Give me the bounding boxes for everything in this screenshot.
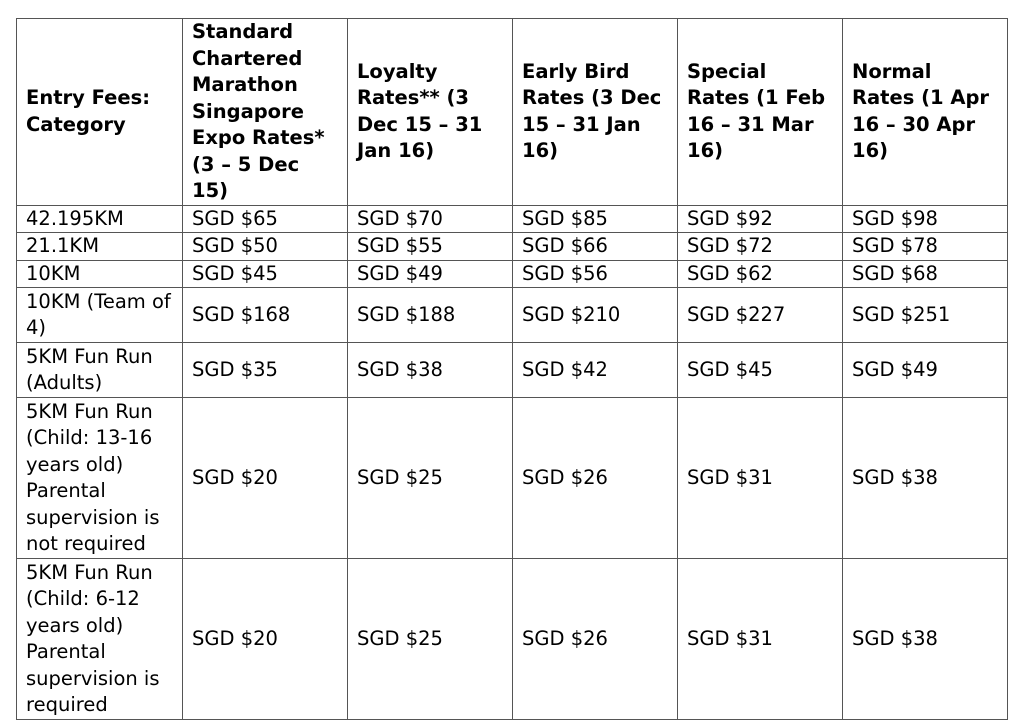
fee-cell: SGD $31 xyxy=(678,559,843,720)
fee-cell: SGD $62 xyxy=(678,260,843,288)
fee-cell: SGD $31 xyxy=(678,398,843,559)
fee-cell: SGD $45 xyxy=(678,343,843,398)
fee-cell: SGD $49 xyxy=(348,260,513,288)
fee-cell: SGD $70 xyxy=(348,205,513,233)
category-cell: 5KM Fun Run (Child: 6-12 years old) Parental supervision is required xyxy=(17,559,183,720)
header-normal-rates: Normal Rates (1 Apr 16 – 30 Apr 16) xyxy=(843,19,1008,206)
fee-cell: SGD $210 xyxy=(513,288,678,343)
fee-cell: SGD $25 xyxy=(348,398,513,559)
header-category: Entry Fees: Category xyxy=(17,19,183,206)
fee-cell: SGD $65 xyxy=(183,205,348,233)
header-early-bird-rates: Early Bird Rates (3 Dec 15 – 31 Jan 16) xyxy=(513,19,678,206)
table-row xyxy=(17,233,1008,261)
fee-cell: SGD $25 xyxy=(348,559,513,720)
fee-cell: SGD $38 xyxy=(348,343,513,398)
fee-cell: SGD $20 xyxy=(183,559,348,720)
table-row xyxy=(17,288,1008,343)
fee-cell: SGD $26 xyxy=(513,559,678,720)
fee-cell: SGD $38 xyxy=(843,559,1008,720)
category-cell: 5KM Fun Run (Adults) xyxy=(17,343,183,398)
fee-cell: SGD $98 xyxy=(843,205,1008,233)
header-row xyxy=(17,19,1008,206)
fee-cell: SGD $68 xyxy=(843,260,1008,288)
fee-cell: SGD $66 xyxy=(513,233,678,261)
table-row xyxy=(17,260,1008,288)
table-row xyxy=(17,398,1008,559)
table-row xyxy=(17,559,1008,720)
fee-cell: SGD $85 xyxy=(513,205,678,233)
category-cell: 42.195KM xyxy=(17,205,183,233)
fee-cell: SGD $188 xyxy=(348,288,513,343)
fee-cell: SGD $20 xyxy=(183,398,348,559)
fee-cell: SGD $72 xyxy=(678,233,843,261)
fee-cell: SGD $227 xyxy=(678,288,843,343)
fee-cell: SGD $35 xyxy=(183,343,348,398)
fee-cell: SGD $56 xyxy=(513,260,678,288)
category-cell: 21.1KM xyxy=(17,233,183,261)
fee-cell: SGD $50 xyxy=(183,233,348,261)
fee-cell: SGD $49 xyxy=(843,343,1008,398)
entry-fees-table xyxy=(16,18,1008,720)
fee-cell: SGD $168 xyxy=(183,288,348,343)
fee-cell: SGD $26 xyxy=(513,398,678,559)
fee-cell: SGD $42 xyxy=(513,343,678,398)
table-row xyxy=(17,205,1008,233)
header-expo-rates: Standard Chartered Marathon Singapore Expo Rates* (3 – 5 Dec 15) xyxy=(183,19,348,206)
fee-cell: SGD $38 xyxy=(843,398,1008,559)
header-loyalty-rates: Loyalty Rates** (3 Dec 15 – 31 Jan 16) xyxy=(348,19,513,206)
fee-cell: SGD $55 xyxy=(348,233,513,261)
fee-cell: SGD $251 xyxy=(843,288,1008,343)
category-cell: 5KM Fun Run (Child: 13-16 years old) Parental supervision is not required xyxy=(17,398,183,559)
category-cell: 10KM (Team of 4) xyxy=(17,288,183,343)
header-special-rates: Special Rates (1 Feb 16 – 31 Mar 16) xyxy=(678,19,843,206)
fee-cell: SGD $78 xyxy=(843,233,1008,261)
category-cell: 10KM xyxy=(17,260,183,288)
fee-cell: SGD $45 xyxy=(183,260,348,288)
table-row xyxy=(17,343,1008,398)
fee-cell: SGD $92 xyxy=(678,205,843,233)
